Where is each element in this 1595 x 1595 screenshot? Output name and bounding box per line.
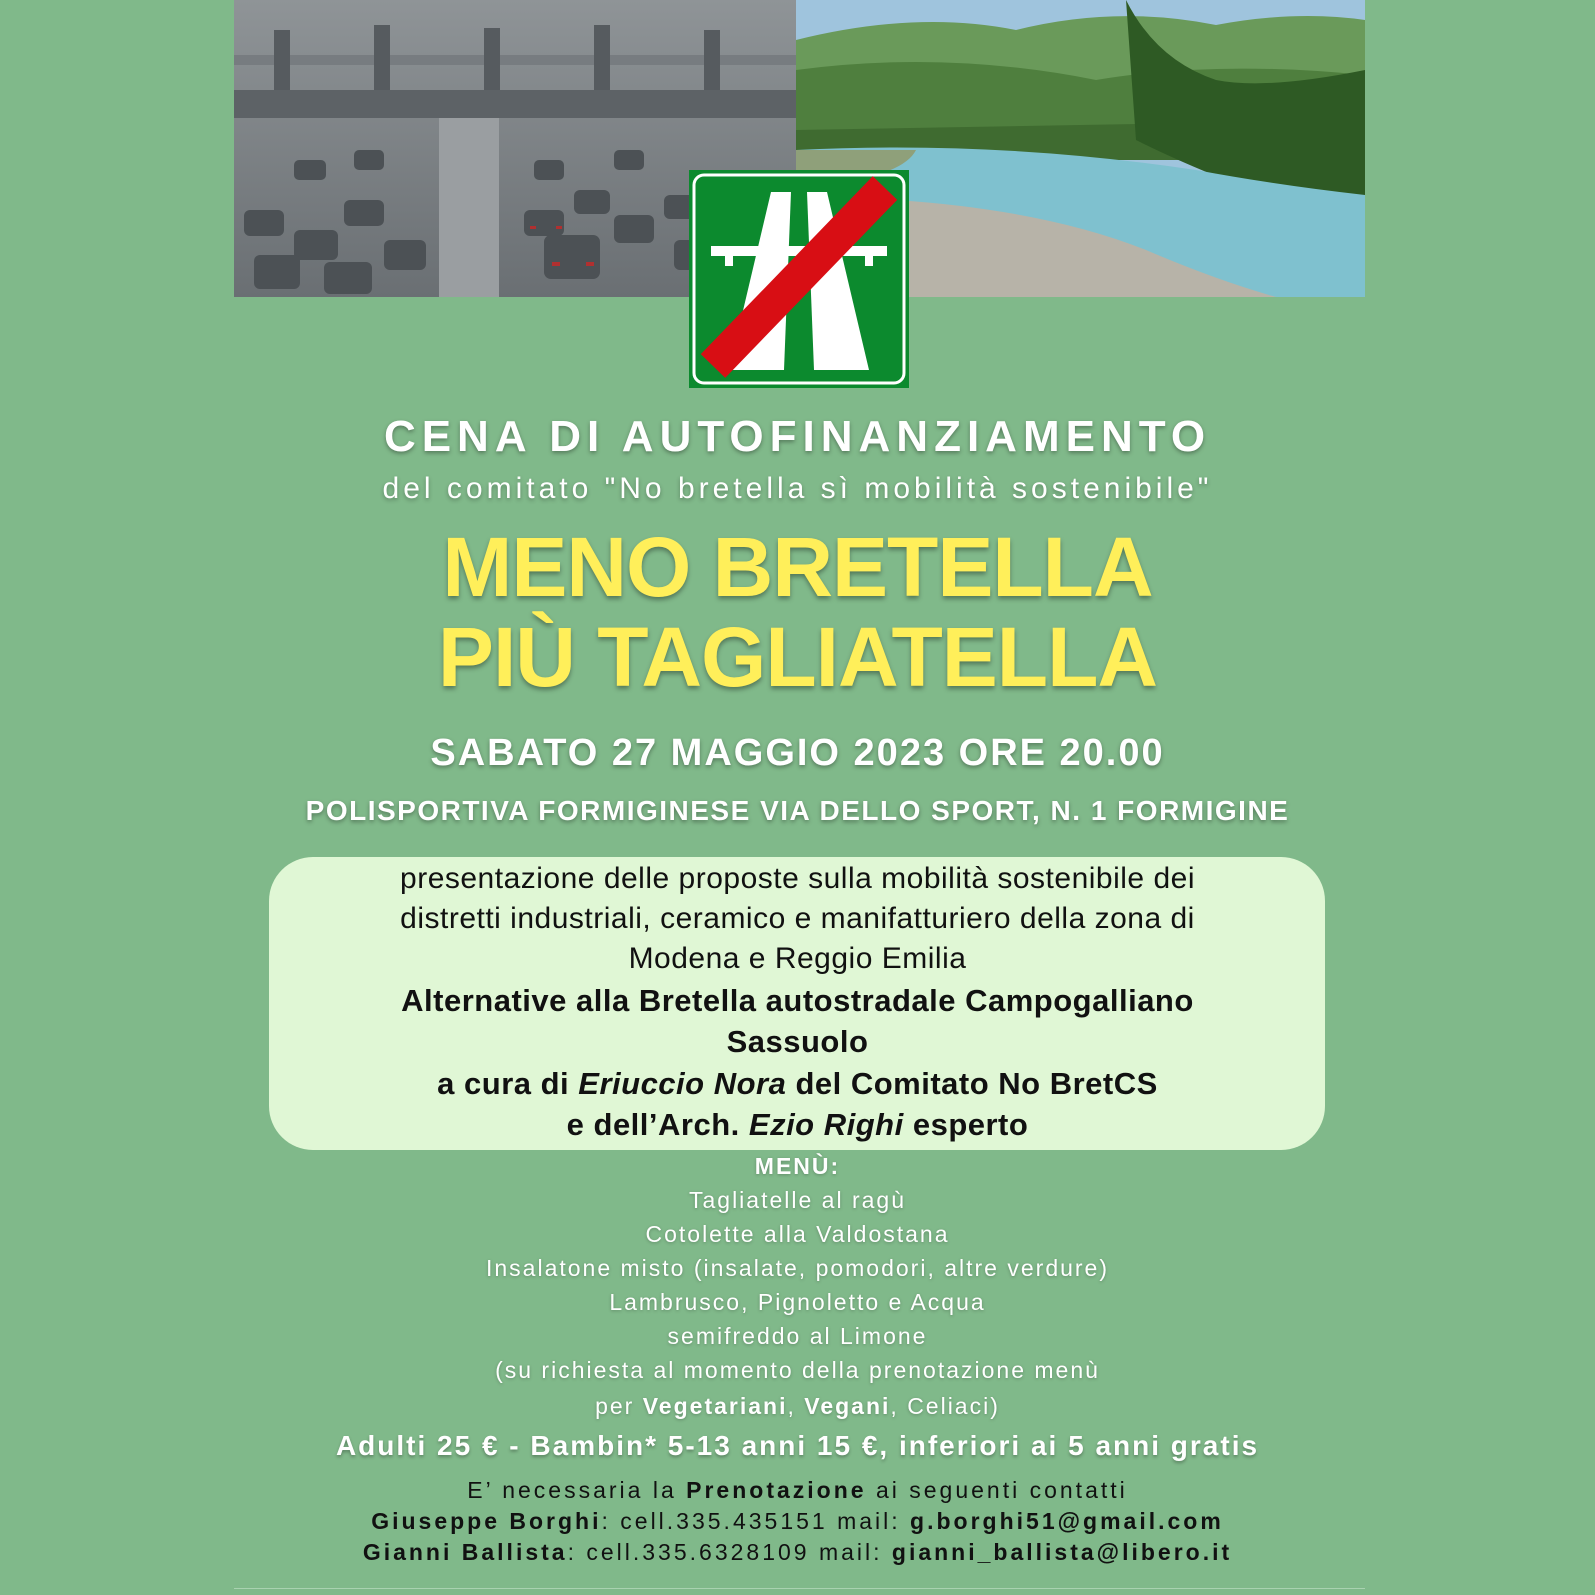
booking-line	[0, 1477, 1595, 1504]
menu-item-1: Tagliatelle al ragù	[688, 1187, 906, 1213]
end-of-motorway-sign-icon	[689, 170, 909, 388]
menu-title: MENÙ:	[754, 1153, 841, 1179]
contact-line-2	[0, 1539, 1595, 1566]
note-vegan: Vegani	[804, 1393, 891, 1419]
booking-word: Prenotazione	[686, 1477, 867, 1503]
curated-suffix: del Comitato No BretCS	[786, 1066, 1158, 1101]
event-title: CENA DI AUTOFINANZIAMENTO	[383, 412, 1212, 461]
menu-item-3: Insalatone misto (insalate, pomodori, altre verdure)	[485, 1255, 1110, 1281]
arch-prefix: e dell’Arch.	[566, 1107, 749, 1142]
committee-subtitle: del comitato "No bretella sì mobilità sostenibile"	[382, 472, 1213, 505]
contact-1-name: Giuseppe Borghi	[371, 1508, 602, 1534]
note-sep-2: ,	[890, 1393, 908, 1419]
presentation-line-3: Modena e Reggio Emilia	[628, 942, 967, 975]
note-vegetarian: Vegetariani	[642, 1393, 788, 1419]
presentation-bold-2: Sassuolo	[726, 1024, 869, 1059]
headline-line-1: MENO BRETELLA	[442, 520, 1153, 614]
menu-item-4: Lambrusco, Pignoletto e Acqua	[609, 1289, 986, 1315]
note-sep-1: ,	[787, 1393, 805, 1419]
event-date: SABATO 27 MAGGIO 2023 ORE 20.00	[430, 732, 1165, 774]
contact-2-mail: gianni_ballista@libero.it	[891, 1539, 1233, 1565]
curated-by-line	[0, 1066, 1595, 1102]
presentation-bold-1: Alternative alla Bretella autostradale Campogalliano	[401, 983, 1194, 1018]
architect-line	[0, 1107, 1595, 1143]
headline-line-2: PIÙ TAGLIATELLA	[437, 610, 1158, 704]
curated-prefix: a cura di	[437, 1066, 579, 1101]
contact-2-name: Gianni Ballista	[362, 1539, 568, 1565]
architect-name: Ezio Righi	[748, 1107, 904, 1142]
menu-note-2	[0, 1393, 1595, 1420]
price-line: Adulti 25 € - Bambin* 5-13 anni 15 €, inferiori ai 5 anni gratis	[335, 1430, 1260, 1461]
presentation-line-2: distretti industriali, ceramico e manifatturiero della zona di	[400, 902, 1195, 935]
menu-note-1: (su richiesta al momento della prenotazione menù	[495, 1357, 1100, 1383]
contact-2-text: : cell.335.6328109 mail:	[567, 1539, 892, 1565]
note-suffix: )	[990, 1393, 1000, 1419]
bottom-divider	[234, 1588, 1365, 1589]
contact-1-mail: g.borghi51@gmail.com	[910, 1508, 1224, 1534]
contact-1-text: : cell.335.435151 mail:	[601, 1508, 911, 1534]
note-celiac: Celiaci	[907, 1393, 991, 1419]
booking-suffix: ai seguenti contatti	[866, 1477, 1128, 1503]
note-prefix: per	[595, 1393, 643, 1419]
curator-name: Eriuccio Nora	[578, 1066, 787, 1101]
arch-suffix: esperto	[903, 1107, 1029, 1142]
event-venue: POLISPORTIVA FORMIGINESE VIA DELLO SPORT, N. 1 FORMIGINE	[305, 795, 1290, 826]
menu-item-2: Cotolette alla Valdostana	[645, 1221, 950, 1247]
booking-prefix: E’ necessaria la	[467, 1477, 687, 1503]
contact-line-1	[0, 1508, 1595, 1535]
presentation-line-1: presentazione delle proposte sulla mobilità sostenibile dei	[400, 862, 1195, 895]
menu-item-5: semifreddo al Limone	[667, 1323, 928, 1349]
